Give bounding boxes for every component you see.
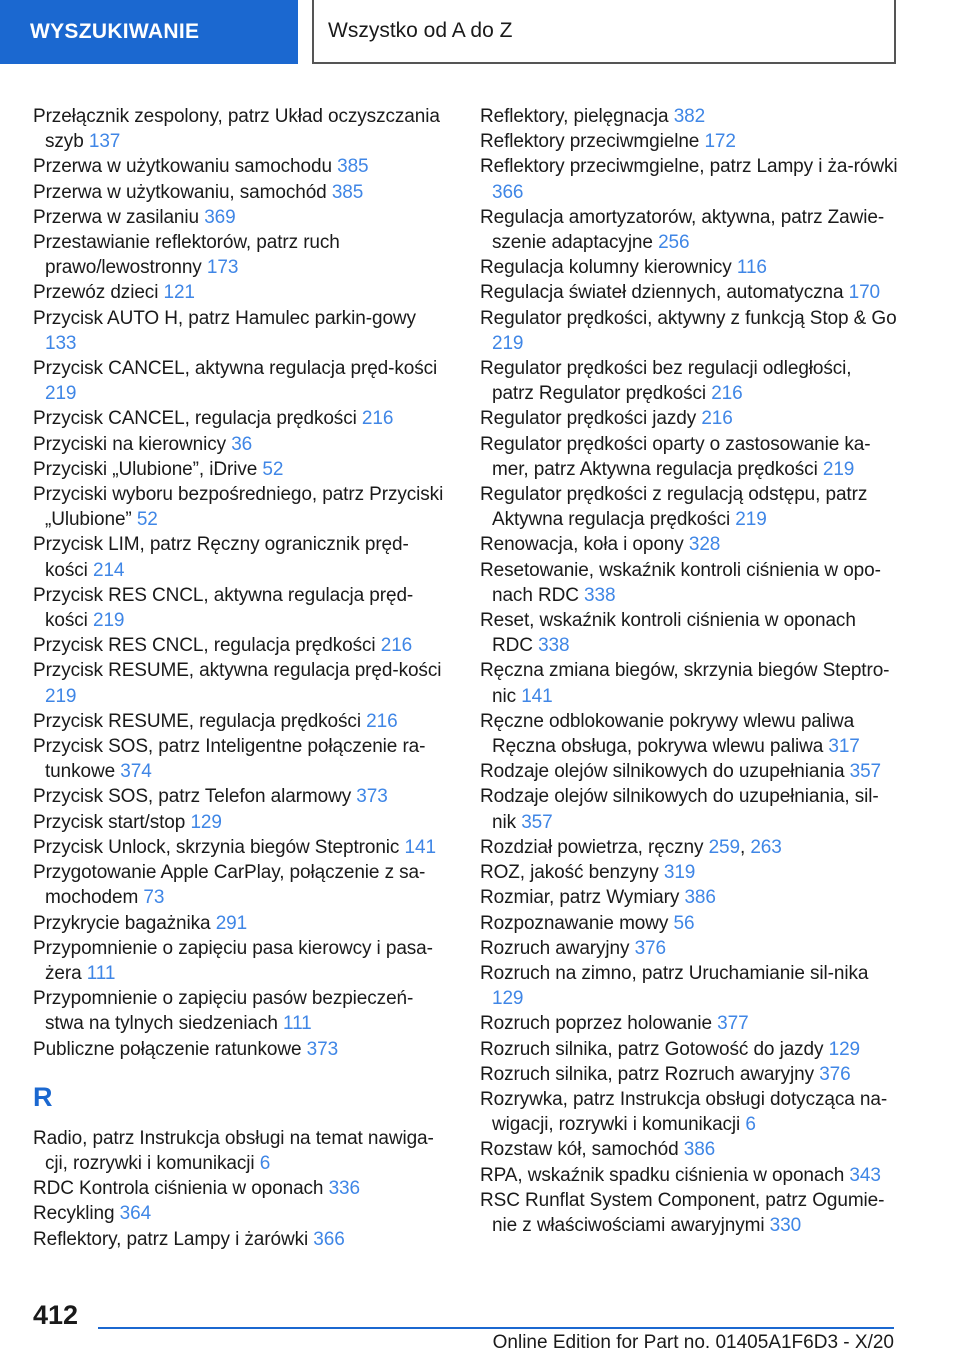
page-reference-link[interactable]: 328: [688, 534, 721, 556]
page-reference-link[interactable]: 338: [584, 584, 616, 606]
index-entry-text: Przykrycie bagażnika: [33, 912, 211, 934]
page-reference-link[interactable]: 216: [380, 635, 413, 657]
page-reference-link[interactable]: 317: [828, 736, 860, 758]
index-entry: [480, 255, 898, 280]
index-entry-text: Rozruch silnika, patrz Rozruch awaryjny: [480, 1063, 814, 1085]
page-reference-link[interactable]: 36: [231, 433, 253, 455]
index-entry-text: Przyciski wyboru bezpośredniego, patrz Przyciski „Ulubione”: [33, 484, 444, 531]
page-reference-link[interactable]: 386: [683, 1139, 716, 1161]
footer-divider: [98, 1327, 894, 1329]
index-entry-text: Reflektory przeciwmgielne, patrz Lampy i ża-rówki: [480, 156, 898, 178]
index-entry: [480, 482, 898, 532]
index-entry-text: ROZ, jakość benzyny: [480, 862, 659, 884]
index-entry-text: Rozrywka, patrz Instrukcja obsługi dotycząca na-wigacji, rozrywki i komunikacji: [480, 1088, 888, 1136]
index-entry: [480, 709, 898, 759]
page-reference-link[interactable]: 386: [684, 887, 716, 909]
index-entry-text: Przycisk Unlock, skrzynia biegów Steptronic: [33, 836, 400, 858]
index-entry: [480, 1011, 898, 1036]
index-entry-text: Regulator prędkości bez regulacji odległości, patrz Regulator prędkości: [480, 358, 852, 405]
index-list-r: [33, 1126, 445, 1252]
page-reference-link[interactable]: 52: [136, 509, 158, 531]
index-entry: [33, 1201, 445, 1226]
index-entry: [33, 482, 445, 532]
index-entry: [480, 532, 898, 557]
index-entry-text: Przełącznik zespolony, patrz Układ oczyszczania szyb: [33, 106, 440, 153]
index-entry-text: Przypomnienie o zapięciu pasów bezpieczeń-stwa na tylnych siedzeniach: [33, 988, 414, 1035]
index-entry: [33, 154, 445, 179]
index-entry: [33, 860, 445, 910]
page-reference-link[interactable]: 129: [492, 988, 524, 1010]
index-entry-text: Regulacja kolumny kierownicy: [480, 257, 732, 279]
page-reference-link[interactable]: 364: [119, 1203, 152, 1225]
index-entry-text: Przycisk RESUME, regulacja prędkości: [33, 710, 361, 732]
index-entry-text: Rozruch na zimno, patrz Uruchamianie sil-nika: [480, 962, 869, 984]
index-entry-text: Przerwa w użytkowaniu samochodu: [33, 156, 332, 178]
index-list-r-continued: [480, 104, 898, 1238]
index-entry: [480, 658, 898, 708]
index-entry-text: Regulacja amortyzatorów, aktywna, patrz Zawie-szenie adaptacyjne: [480, 206, 885, 254]
index-entry: [33, 986, 445, 1036]
index-entry-text: Resetowanie, wskaźnik kontroli ciśnienia w opo-nach RDC: [480, 559, 881, 606]
index-entry: [33, 406, 445, 431]
index-entry: [33, 180, 445, 205]
page-reference-link[interactable]: 216: [361, 408, 394, 430]
index-entry: [480, 885, 898, 910]
index-entry: [480, 784, 898, 834]
index-entry-text: Regulator prędkości jazdy: [480, 408, 697, 430]
index-entry: [480, 280, 898, 305]
index-entry-text: Recykling: [33, 1203, 115, 1225]
index-entry: [480, 860, 898, 885]
index-entry-text: Przycisk LIM, patrz Ręczny ogranicznik pręd-kości: [33, 534, 409, 581]
index-entry: [480, 154, 898, 204]
index-entry: [480, 129, 898, 154]
index-entry-text: Przycisk SOS, patrz Telefon alarmowy: [33, 786, 352, 808]
page-reference-link[interactable]: 369: [204, 206, 236, 228]
index-entry-text: Przestawianie reflektorów, patrz ruch prawo/lewostronny: [33, 232, 340, 279]
index-entry-text: Rozstaw kół, samochód: [480, 1139, 679, 1161]
index-entry-text: Rozruch poprzez holowanie: [480, 1013, 712, 1035]
index-entry: [480, 1188, 898, 1238]
page-reference-link[interactable]: 170: [848, 282, 881, 304]
index-entry-text: Przycisk RES CNCL, regulacja prędkości: [33, 635, 376, 657]
page-reference-link[interactable]: 291: [215, 912, 248, 934]
index-entry-text: Reflektory przeciwmgielne: [480, 131, 700, 153]
index-entry: [480, 1062, 898, 1087]
page-number: 412: [33, 1300, 79, 1330]
search-tab[interactable]: WYSZUKIWANIE: [0, 0, 298, 64]
index-entry-text: Przyciski na kierownicy: [33, 433, 227, 455]
index-entry: [33, 306, 445, 356]
index-entry-text: Regulator prędkości oparty o zastosowanie ka-mer, patrz Aktywna regulacja prędkości: [480, 433, 871, 480]
index-entry-text: Przerwa w użytkowaniu, samochód: [33, 181, 327, 203]
index-entry-text: Regulator prędkości, aktywny z funkcją Stop & Go: [480, 307, 897, 329]
index-entry-text: Rozpoznawanie mowy: [480, 912, 669, 934]
index-letter-heading: R: [33, 1081, 53, 1112]
index-entry-text: Regulacja świateł dziennych, automatyczna: [480, 282, 844, 304]
page-reference-link[interactable]: 111: [86, 962, 116, 984]
edition-footer: Online Edition for Part no. 01405A1F6D3 - X/20: [492, 1332, 894, 1353]
page-reference-link[interactable]: 373: [306, 1038, 339, 1060]
index-entry-text: Przycisk RESUME, aktywna regulacja pręd-kości: [33, 660, 442, 682]
page-reference-link[interactable]: 172: [704, 131, 736, 153]
index-entry: [33, 658, 445, 708]
index-entry-text: Przycisk AUTO H, patrz Hamulec parkin-gowy: [33, 307, 416, 329]
index-entry-text: Rozruch awaryjny: [480, 937, 630, 959]
index-entry: [480, 1137, 898, 1162]
page-reference-link[interactable]: 377: [717, 1013, 749, 1035]
page-reference-link[interactable]: 129: [828, 1038, 861, 1060]
page-reference-link[interactable]: 263: [750, 836, 782, 858]
index-entry: [33, 835, 445, 860]
index-entry-text: Rodzaje olejów silnikowych do uzupełniania, sil-nik: [480, 786, 879, 833]
page-reference-link[interactable]: 141: [404, 836, 436, 858]
page-reference-link[interactable]: 374: [120, 761, 152, 783]
page-reference-link[interactable]: 216: [701, 408, 733, 430]
index-entry: [480, 1163, 898, 1188]
index-entry-text: Przycisk CANCEL, aktywna regulacja pręd-kości: [33, 358, 438, 380]
page-reference-link[interactable]: 366: [313, 1228, 345, 1250]
index-entry-text: Regulator prędkości z regulacją odstępu, patrz Aktywna regulacja prędkości: [480, 484, 868, 531]
index-entry-text: Reflektory, pielęgnacja: [480, 106, 669, 127]
page-reference-link[interactable]: 214: [92, 559, 125, 581]
index-entry: [33, 230, 445, 280]
page-reference-link[interactable]: 133: [45, 332, 77, 354]
page-reference-link[interactable]: 382: [673, 106, 706, 127]
index-entry-text: RPA, wskaźnik spadku ciśnienia w oponach: [480, 1164, 845, 1186]
index-entry: [480, 356, 898, 406]
index-entry: [480, 1087, 898, 1137]
page-reference-link[interactable]: 6: [745, 1114, 756, 1136]
page-reference-link[interactable]: 216: [711, 383, 743, 405]
index-entry: [480, 759, 898, 784]
index-entry-text: Rodzaje olejów silnikowych do uzupełniania: [480, 761, 845, 783]
page-reference-link[interactable]: 219: [822, 458, 855, 480]
page-reference-link[interactable]: 373: [356, 786, 388, 808]
index-entry-text: Renowacja, koła i opony: [480, 534, 684, 556]
index-entry: [33, 356, 445, 406]
index-entry: [33, 280, 445, 305]
index-entry: [33, 633, 445, 658]
index-entry: [480, 558, 898, 608]
page-reference-link[interactable]: 343: [849, 1164, 881, 1186]
page-reference-link[interactable]: 121: [163, 282, 195, 304]
index-entry: [480, 936, 898, 961]
index-entry: [33, 1126, 445, 1176]
index-entry: [33, 911, 445, 936]
index-entry-text: Reflektory, patrz Lampy i żarówki: [33, 1228, 309, 1250]
page-reference-link[interactable]: 256: [658, 232, 690, 254]
page-reference-link[interactable]: 141: [521, 685, 553, 707]
page-reference-link[interactable]: 73: [143, 887, 165, 909]
page-reference-link[interactable]: 6: [259, 1152, 271, 1174]
index-entry: [33, 1227, 445, 1252]
index-entry-text: Przerwa w zasilaniu: [33, 206, 199, 228]
index-entry-text: Przycisk CANCEL, regulacja prędkości: [33, 408, 357, 430]
index-entry-text: RSC Runflat System Component, patrz Ogumie-nie z właściwościami awaryjnymi: [480, 1189, 885, 1236]
index-entry-text: Ręczna zmiana biegów, skrzynia biegów Steptro-nic: [480, 660, 890, 707]
index-entry-text: Przygotowanie Apple CarPlay, połączenie z sa-mochodem: [33, 862, 426, 909]
index-entry: [480, 911, 898, 936]
page-reference-link[interactable]: 357: [849, 761, 882, 783]
index-list-p: [33, 104, 445, 1062]
index-entry: [33, 936, 445, 986]
page-reference-link[interactable]: 111: [283, 1013, 312, 1035]
page-reference-link[interactable]: 336: [328, 1178, 360, 1200]
index-entry-text: Rozruch silnika, patrz Gotowość do jazdy: [480, 1038, 824, 1060]
index-column-right: [480, 104, 898, 1238]
page-reference-link[interactable]: 385: [337, 156, 369, 178]
index-entry: [480, 432, 898, 482]
page-header: [0, 0, 960, 68]
page-reference-link[interactable]: 56: [673, 912, 695, 934]
page-reference-link[interactable]: 259: [708, 836, 740, 858]
section-title: Wszystko od A do Z: [312, 0, 896, 64]
index-entry-text: Przypomnienie o zapięciu pasa kierowcy i pasa-żera: [33, 937, 433, 984]
index-entry: [33, 205, 445, 230]
index-entry: [480, 205, 898, 255]
page-reference-link[interactable]: 216: [366, 710, 398, 732]
page-reference-link[interactable]: 219: [735, 509, 767, 531]
index-entry-text: Rozdział powietrza, ręczny: [480, 836, 704, 858]
page-reference-link[interactable]: 173: [206, 257, 239, 279]
index-entry: [33, 583, 445, 633]
index-entry-text: Przewóz dzieci: [33, 282, 159, 304]
index-entry-text: Przycisk start/stop: [33, 811, 186, 833]
page-reference-link[interactable]: 319: [663, 862, 696, 884]
index-entry: [33, 1176, 445, 1201]
index-entry-text: Rozmiar, patrz Wymiary: [480, 887, 680, 909]
index-entry: [33, 810, 445, 835]
page-reference-link[interactable]: 376: [819, 1063, 851, 1085]
index-entry-text: Radio, patrz Instrukcja obsługi na temat nawiga-cji, rozrywki i komunikacji: [33, 1127, 434, 1174]
index-entry: [33, 709, 445, 734]
page-reference-link[interactable]: 366: [492, 181, 524, 203]
index-entry-text: Przycisk SOS, patrz Inteligentne połączenie ra-tunkowe: [33, 736, 426, 783]
page-reference-link[interactable]: 376: [634, 937, 666, 959]
page-reference-link[interactable]: 385: [331, 181, 364, 203]
index-entry: [33, 784, 445, 809]
page-reference-link[interactable]: 357: [521, 811, 553, 833]
page-reference-link[interactable]: 338: [538, 635, 570, 657]
index-entry: Rozdział powietrza, ręczny 259, 263: [480, 836, 782, 858]
index-entry: [33, 432, 445, 457]
index-entry-text: RDC Kontrola ciśnienia w oponach: [33, 1178, 324, 1200]
index-entry-text: Ręczne odblokowanie pokrywy wlewu paliwa Ręczna obsługa, pokrywa wlewu paliwa: [480, 710, 855, 758]
index-entry: [33, 104, 445, 154]
index-entry: [33, 1037, 445, 1062]
index-entry: [480, 306, 898, 356]
index-column-left: [33, 104, 445, 1252]
index-entry: [480, 961, 898, 1011]
page-reference-link[interactable]: 219: [45, 685, 77, 707]
index-entry: [480, 406, 898, 431]
page-reference-link[interactable]: 219: [92, 610, 125, 632]
page-reference-link[interactable]: 219: [492, 332, 524, 354]
page-reference-link[interactable]: 129: [190, 811, 222, 833]
page-reference-link[interactable]: 116: [736, 257, 767, 279]
page-reference-link[interactable]: 52: [262, 458, 284, 480]
index-entry: [480, 1037, 898, 1062]
index-entry: [480, 608, 898, 658]
index-entry-text: Reset, wskaźnik kontroli ciśnienia w oponach RDC: [480, 610, 856, 657]
index-entry: [33, 457, 445, 482]
index-entry: [480, 104, 898, 129]
index-entry-text: Publiczne połączenie ratunkowe: [33, 1038, 302, 1060]
index-entry-text: Przyciski „Ulubione”, iDrive: [33, 458, 258, 480]
index-entry: [33, 532, 445, 582]
page-reference-link[interactable]: 219: [45, 383, 77, 405]
page-reference-link[interactable]: 330: [769, 1214, 802, 1236]
page-reference-link[interactable]: 137: [88, 131, 121, 153]
index-entry: [33, 734, 445, 784]
index-entry-text: Przycisk RES CNCL, aktywna regulacja pręd-kości: [33, 584, 414, 632]
